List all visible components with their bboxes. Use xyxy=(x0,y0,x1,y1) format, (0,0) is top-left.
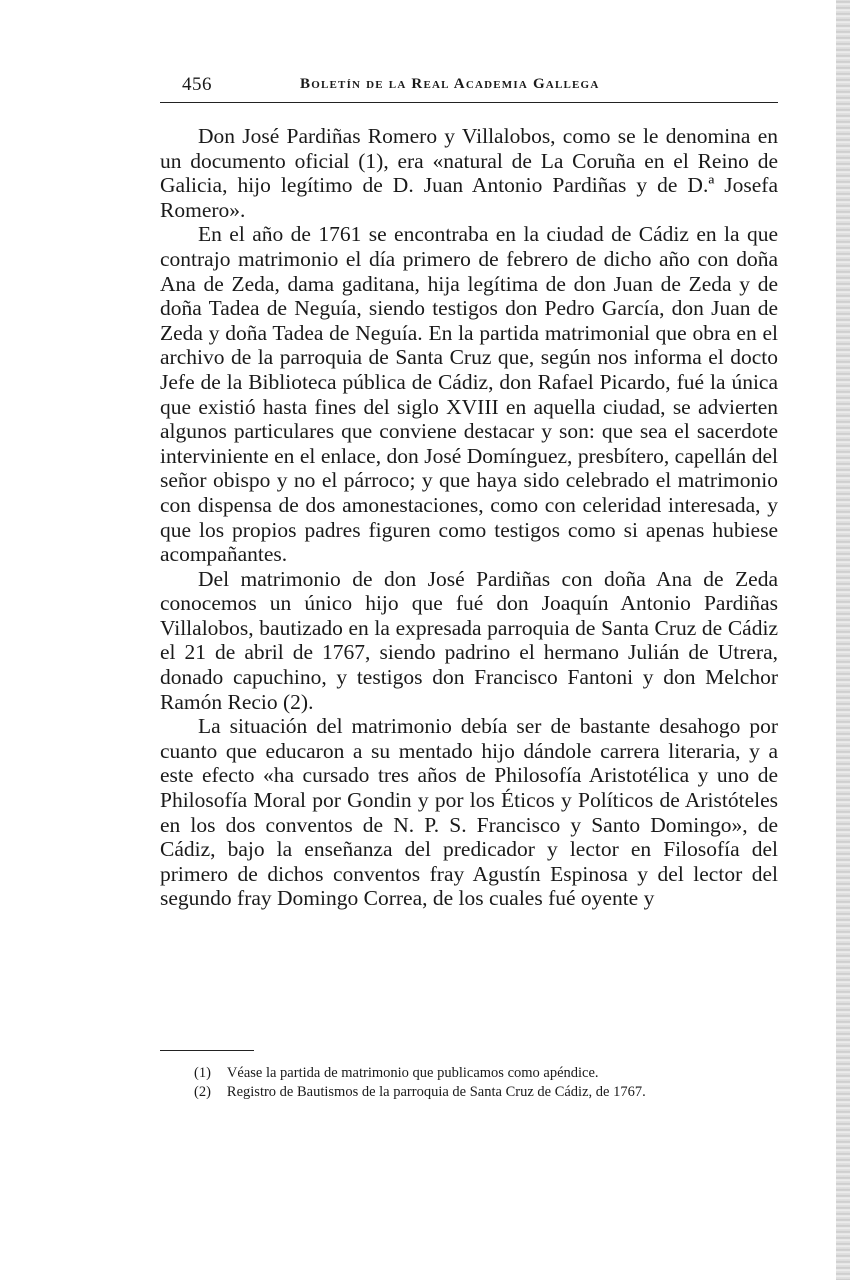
page-number: 456 xyxy=(182,74,212,95)
paragraph: Del matrimonio de don José Pardiñas con doña Ana de Zeda conocemos un único hijo que fué don Joaquín Antonio Pardiñas Villalobos, bautizado en la expresada parroquia de Santa Cruz de Cádiz el 21 de abril de 1767, siendo padrino el hermano Julián de Utrera, donado capuchino, y testigos don Francisco Fantoni y don Melchor Ramón Recio (2). xyxy=(160,566,778,714)
paragraph: La situación del matrimonio debía ser de bastante desahogo por cuanto que educaron a su mentado hijo dándole carrera literaria, y a este efecto «ha cursado tres años de Philosofía Aristotélica y uno de Philosofía Moral por Gondin y por los Éticos y Políticos de Aristóteles en los dos conventos de N. P. S. Francisco y Santo Domingo», de Cádiz, bajo la enseñanza del predicador y lector en Filosofía del primero de dichos conventos fray Agustín Espinosa y del lector del segundo fray Domingo Correa, de los cuales fué oyente y xyxy=(160,714,778,911)
running-header xyxy=(160,72,778,103)
paragraph: En el año de 1761 se encontraba en la ciudad de Cádiz en la que contrajo matrimonio el día primero de febrero de dicho año con doña Ana de Zeda, dama gaditana, hija legítima de don Juan de Zeda y de doña Tadea de Neguía, siendo testigos don Pedro García, don Juan de Zeda y doña Tadea de Neguía. En la partida matrimonial que obra en el archivo de la parroquia de Santa Cruz que, según nos informa el docto Jefe de la Biblioteca pública de Cádiz, don Rafael Picardo, fué la única que existió hasta fines del siglo XVIII en aquella ciudad, se advierten algunos particulares que conviene destacar y son: que sea el sacerdote interviniente en el enlace, don José Domínguez, presbítero, capellán del señor obispo y no el párroco; y que haya sido celebrado el matrimonio con dispensa de dos amonestaciones, como con celeridad interesada, y que los propios padres figuren como testigos como si apenas hubiese acompañantes. xyxy=(160,222,778,567)
footnote xyxy=(160,1064,778,1083)
footnote xyxy=(160,1083,778,1102)
footnote-mark: (1) xyxy=(194,1065,211,1081)
paragraph: Don José Pardiñas Romero y Villalobos, como se le denomina en un documento oficial (1), era «natural de La Coruña en el Reino de Galicia, hijo legítimo de D. Juan Antonio Pardiñas y de D.ª Josefa Romero». xyxy=(160,124,778,222)
body-text xyxy=(160,124,778,911)
footnote-text: Registro de Bautismos de la parroquia de Santa Cruz de Cádiz, de 1767. xyxy=(226,1084,646,1100)
journal-title: Boletín de la Real Academia Gallega xyxy=(300,76,600,92)
footnote-text: Véase la partida de matrimonio que publicamos como apéndice. xyxy=(226,1065,599,1081)
footnote-divider xyxy=(160,1050,254,1051)
scan-edge xyxy=(836,0,850,1280)
footnote-mark: (2) xyxy=(194,1084,211,1100)
footnotes xyxy=(160,1064,778,1102)
